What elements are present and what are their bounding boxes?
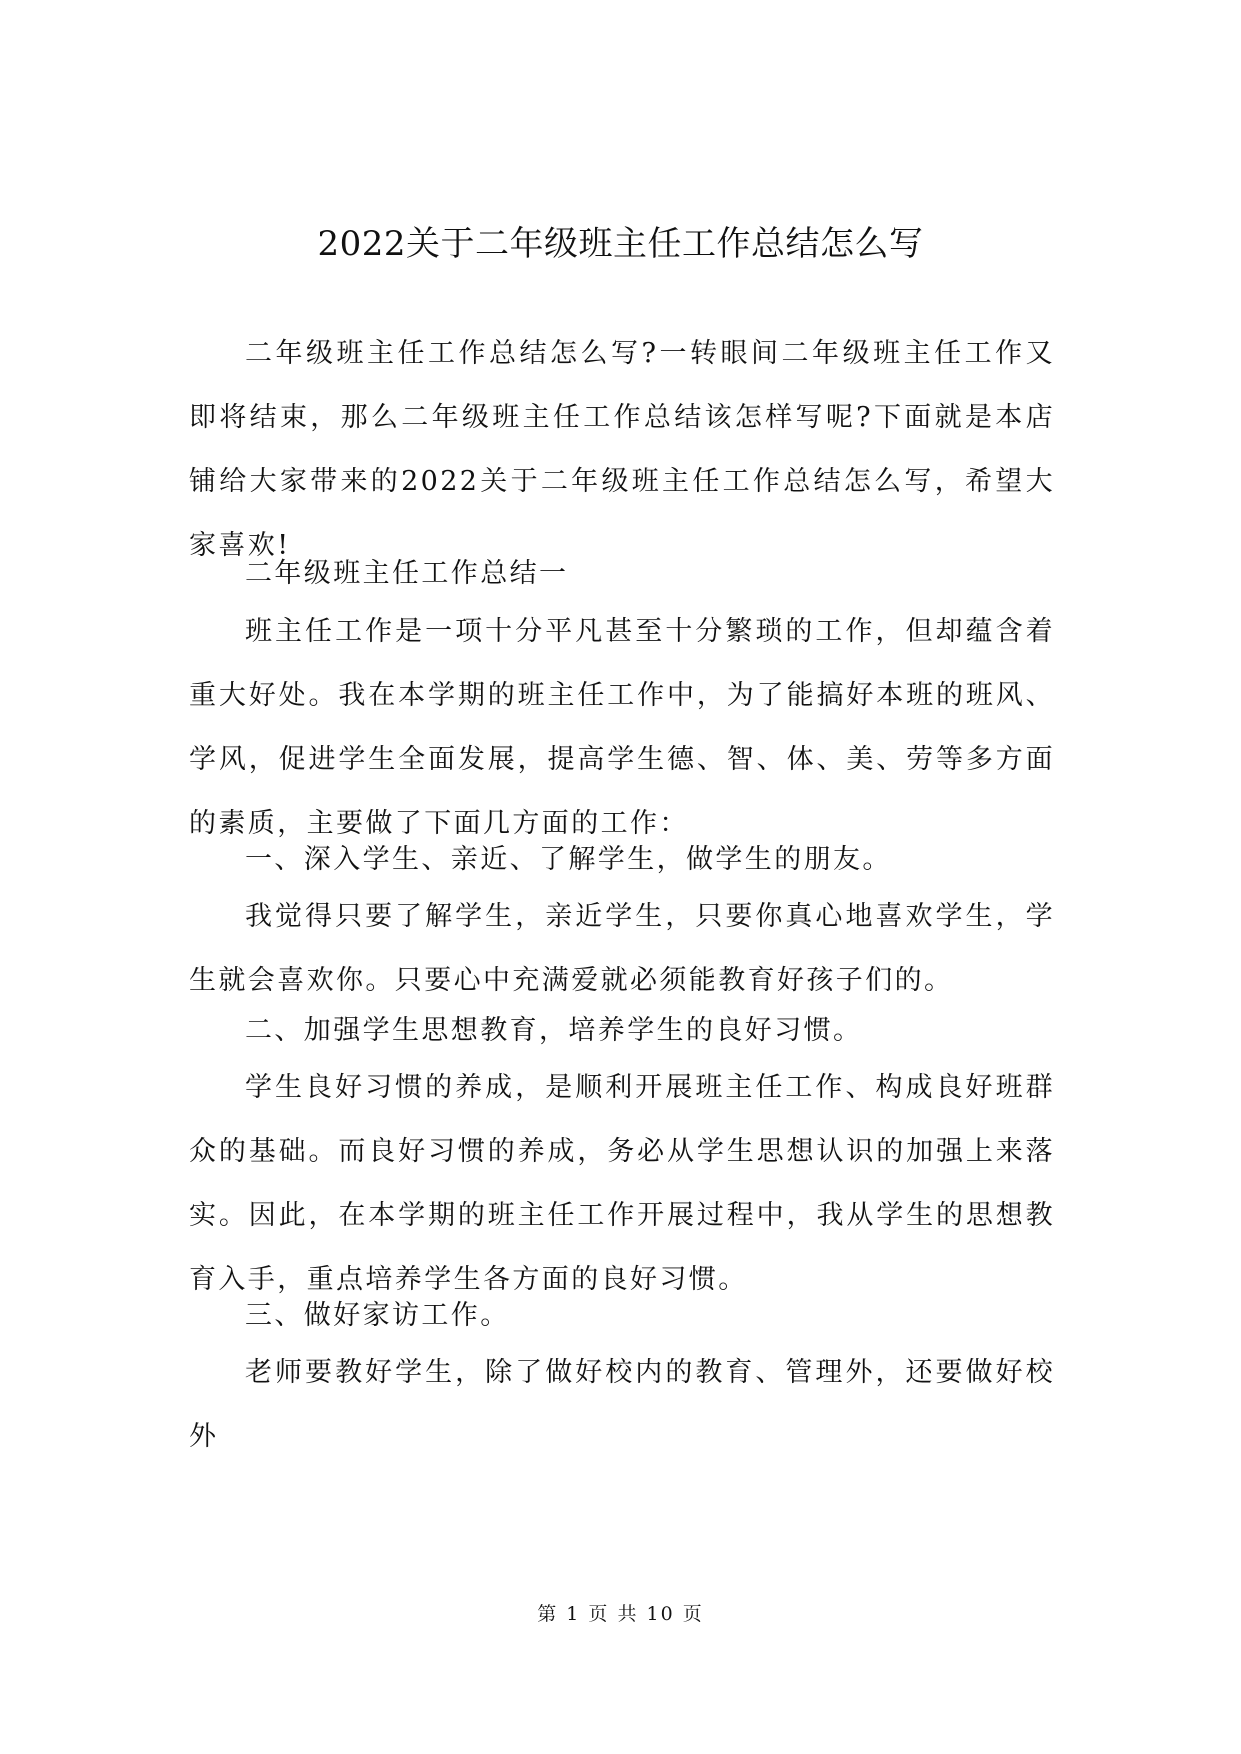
section-heading: 二年级班主任工作总结一: [245, 558, 569, 589]
body-paragraph: 班主任工作是一项十分平凡甚至十分繁琐的工作，但却蕴含着重大好处。我在本学期的班主任工作中，为了能搞好本班的班风、学风，促进学生全面发展，提高学生德、智、体、美、劳等多方面的素质，主要做了下面几方面的工作：: [189, 616, 1055, 839]
page-footer: 第 1 页 共 10 页: [537, 1603, 704, 1625]
body-paragraph: 我觉得只要了解学生，亲近学生，只要你真心地喜欢学生，学生就会喜欢你。只要心中充满爱就必须能教育好孩子们的。: [189, 901, 1055, 996]
intro-paragraph: 二年级班主任工作总结怎么写?一转眼间二年级班主任工作又即将结束，那么二年级班主任工作总结该怎样写呢?下面就是本店铺给大家带来的2022关于二年级班主任工作总结怎么写，希望大家喜欢!: [189, 338, 1055, 561]
document-title: 2022关于二年级班主任工作总结怎么写: [317, 224, 924, 264]
body-paragraph: 学生良好习惯的养成，是顺利开展班主任工作、构成良好班群众的基础。而良好习惯的养成，务必从学生思想认识的加强上来落实。因此，在本学期的班主任工作开展过程中，我从学生的思想教育入手，重点培养学生各方面的良好习惯。: [189, 1072, 1055, 1295]
point-heading: 三、做好家访工作。: [245, 1300, 510, 1331]
point-heading: 一、深入学生、亲近、了解学生，做学生的朋友。: [245, 844, 892, 875]
body-paragraph: 老师要教好学生，除了做好校内的教育、管理外，还要做好校外: [189, 1357, 1055, 1452]
point-heading: 二、加强学生思想教育，培养学生的良好习惯。: [245, 1015, 863, 1046]
